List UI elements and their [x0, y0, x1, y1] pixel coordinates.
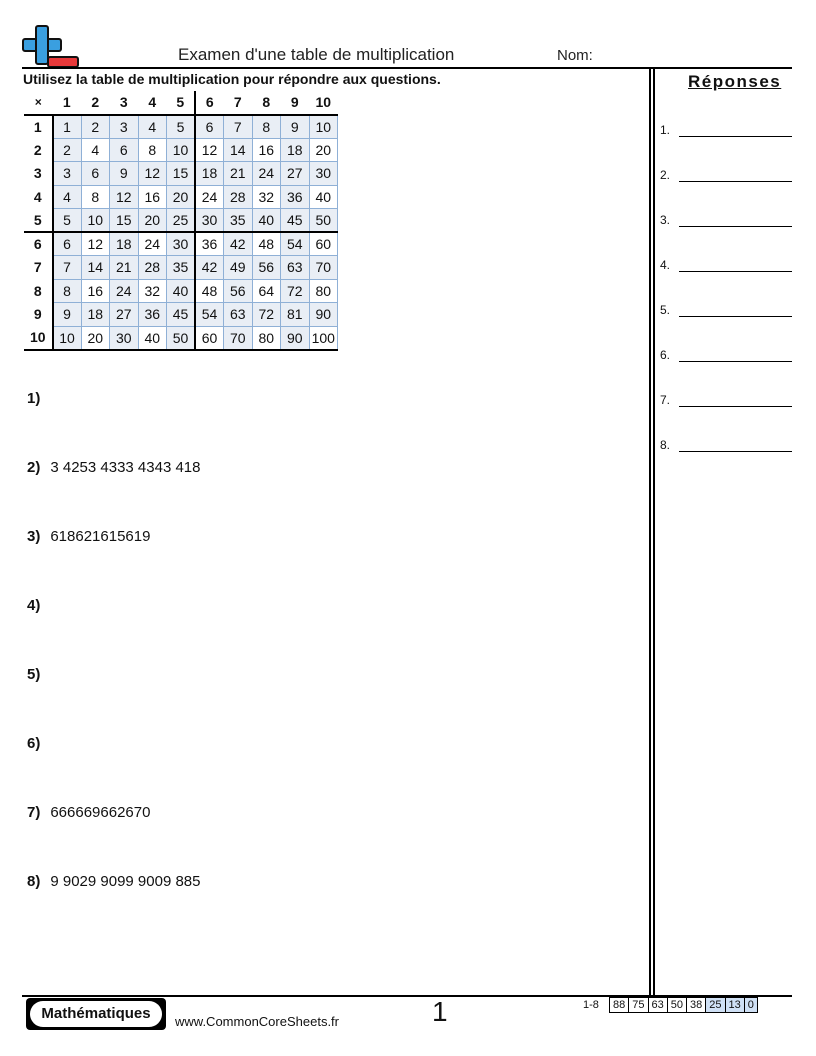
brand-badge: [26, 998, 166, 1030]
table-cell: 30: [167, 232, 196, 256]
table-cell: 21: [224, 162, 253, 186]
score-cell: 13: [725, 998, 744, 1013]
answer-blank-line[interactable]: [679, 271, 792, 272]
table-cell: 8: [53, 279, 82, 303]
table-column-header: 3: [110, 91, 139, 115]
table-cell: 90: [281, 326, 310, 350]
table-row: [24, 185, 338, 209]
table-cell: 27: [110, 303, 139, 327]
score-cell: 25: [706, 998, 725, 1013]
table-cell: 8: [252, 115, 281, 139]
table-row-header: 10: [24, 326, 53, 350]
table-cell: 4: [53, 185, 82, 209]
question-text: 666669662670: [50, 804, 151, 821]
table-cell: 20: [81, 326, 110, 350]
table-row-header: 3: [24, 162, 53, 186]
table-cell: 5: [167, 115, 196, 139]
table-cell: 3: [53, 162, 82, 186]
answer-label: 6.: [660, 348, 671, 362]
answer-slot: [660, 258, 670, 272]
table-cell: 60: [195, 326, 224, 350]
table-cell: 40: [167, 279, 196, 303]
table-cell: 64: [252, 279, 281, 303]
table-cell: 4: [81, 138, 110, 162]
score-cell: 88: [610, 998, 629, 1013]
table-cell: 20: [309, 138, 338, 162]
table-row: [24, 138, 338, 162]
answer-blank-line[interactable]: [679, 226, 792, 227]
table-cell: 24: [138, 232, 167, 256]
table-row: [24, 279, 338, 303]
table-cell: 6: [81, 162, 110, 186]
table-cell: 21: [110, 256, 139, 280]
table-cell: 12: [138, 162, 167, 186]
table-cell: 25: [167, 209, 196, 233]
table-cell: 35: [224, 209, 253, 233]
table-cell: 10: [309, 115, 338, 139]
answer-slot: [660, 393, 670, 407]
table-cell: 50: [309, 209, 338, 233]
table-cell: 30: [195, 209, 224, 233]
table-cell: 28: [138, 256, 167, 280]
answers-title: Réponses: [688, 72, 782, 91]
table-cell: 40: [309, 185, 338, 209]
table-row: [24, 115, 338, 139]
table-cell: 48: [252, 232, 281, 256]
table-cell: 24: [110, 279, 139, 303]
question-number: 2): [27, 459, 41, 476]
answer-label: 2.: [660, 168, 671, 182]
multiplication-table: [24, 91, 338, 351]
table-row-header: 2: [24, 138, 53, 162]
table-cell: 54: [281, 232, 310, 256]
table-cell: 12: [195, 138, 224, 162]
table-cell: 27: [281, 162, 310, 186]
table-cell: 49: [224, 256, 253, 280]
brand-label: Mathématiques: [30, 1001, 162, 1027]
table-row: [24, 162, 338, 186]
table-cell: 6: [53, 232, 82, 256]
table-cell: 9: [110, 162, 139, 186]
question-item: [27, 735, 50, 752]
table-row-header: 9: [24, 303, 53, 327]
answer-slot: [660, 348, 670, 362]
answer-label: 4.: [660, 258, 671, 272]
table-cell: 18: [195, 162, 224, 186]
table-cell: 32: [138, 279, 167, 303]
table-cell: 10: [53, 326, 82, 350]
table-cell: 42: [195, 256, 224, 280]
table-cell: 36: [195, 232, 224, 256]
table-cell: 7: [53, 256, 82, 280]
table-column-header: 7: [224, 91, 253, 115]
question-number: 5): [27, 666, 41, 683]
answer-blank-line[interactable]: [679, 406, 792, 407]
name-label: Nom:: [557, 47, 593, 64]
table-cell: 7: [224, 115, 253, 139]
table-cell: 20: [167, 185, 196, 209]
table-cell: 80: [252, 326, 281, 350]
table-cell: 35: [167, 256, 196, 280]
table-cell: 56: [252, 256, 281, 280]
question-item: [27, 873, 201, 890]
score-cell: 75: [629, 998, 648, 1013]
table-cell: 9: [53, 303, 82, 327]
table-cell: 6: [195, 115, 224, 139]
table-column-header: 8: [252, 91, 281, 115]
question-number: 1): [27, 390, 41, 407]
table-cell: 70: [309, 256, 338, 280]
table-cell: 36: [138, 303, 167, 327]
table-cell: 40: [138, 326, 167, 350]
table-row: [24, 326, 338, 350]
table-cell: 70: [224, 326, 253, 350]
table-cell: 45: [281, 209, 310, 233]
table-cell: 16: [138, 185, 167, 209]
table-cell: 100: [309, 326, 338, 350]
page-title: Examen d'une table de multiplication: [178, 45, 455, 64]
table-cell: 18: [81, 303, 110, 327]
table-cell: 28: [224, 185, 253, 209]
table-cell: 8: [81, 185, 110, 209]
site-url: www.CommonCoreSheets.fr: [175, 1014, 339, 1029]
table-row: [24, 303, 338, 327]
table-cell: 60: [309, 232, 338, 256]
question-number: 6): [27, 735, 41, 752]
table-cell: 1: [53, 115, 82, 139]
table-column-header: 6: [195, 91, 224, 115]
score-cell: 38: [687, 998, 706, 1013]
table-cell: 48: [195, 279, 224, 303]
table-cell: 32: [252, 185, 281, 209]
question-number: 8): [27, 873, 41, 890]
table-cell: 2: [53, 138, 82, 162]
table-row-header: 8: [24, 279, 53, 303]
table-row-header: 5: [24, 209, 53, 233]
answer-label: 5.: [660, 303, 671, 317]
table-cell: 12: [81, 232, 110, 256]
question-item: [27, 804, 150, 821]
question-item: [27, 666, 50, 683]
table-cell: 4: [138, 115, 167, 139]
table-row-header: 1: [24, 115, 53, 139]
answer-blank-line[interactable]: [679, 181, 792, 182]
table-cell: 30: [110, 326, 139, 350]
answer-label: 8.: [660, 438, 671, 452]
table-column-header: 5: [167, 91, 196, 115]
table-row: [24, 256, 338, 280]
table-cell: 20: [138, 209, 167, 233]
question-number: 4): [27, 597, 41, 614]
table-cell: 42: [224, 232, 253, 256]
table-cell: 45: [167, 303, 196, 327]
table-row: [24, 232, 338, 256]
table-cell: 63: [224, 303, 253, 327]
table-cell: 15: [110, 209, 139, 233]
table-cell: 50: [167, 326, 196, 350]
table-cell: 54: [195, 303, 224, 327]
answer-slot: [660, 123, 670, 137]
header-divider: [22, 67, 792, 69]
question-item: [27, 390, 50, 407]
plus-minus-logo-icon: [22, 25, 80, 69]
score-cell: 0: [744, 998, 757, 1013]
answer-slot: [660, 303, 670, 317]
table-cell: 8: [138, 138, 167, 162]
table-cell: 3: [110, 115, 139, 139]
answer-blank-line[interactable]: [679, 361, 792, 362]
score-table: [609, 997, 758, 1013]
table-cell: 80: [309, 279, 338, 303]
page-number: 1: [432, 996, 448, 1027]
table-cell: 12: [110, 185, 139, 209]
answer-label: 3.: [660, 213, 671, 227]
table-cell: 16: [81, 279, 110, 303]
table-cell: 24: [252, 162, 281, 186]
table-cell: 36: [281, 185, 310, 209]
table-cell: 18: [281, 138, 310, 162]
table-cell: 6: [110, 138, 139, 162]
table-column-header: 4: [138, 91, 167, 115]
table-cell: 14: [224, 138, 253, 162]
table-cell: 5: [53, 209, 82, 233]
table-cell: 90: [309, 303, 338, 327]
answer-blank-line[interactable]: [679, 136, 792, 137]
answer-slot: [660, 438, 670, 452]
question-text: 9 9029 9099 9009 885: [50, 873, 201, 890]
answer-blank-line[interactable]: [679, 316, 792, 317]
table-cell: 72: [252, 303, 281, 327]
table-column-header: 10: [309, 91, 338, 115]
answer-label: 1.: [660, 123, 671, 137]
table-row-header: 4: [24, 185, 53, 209]
table-cell: 63: [281, 256, 310, 280]
table-column-header: 2: [81, 91, 110, 115]
column-divider-left: [649, 67, 651, 997]
table-row: [24, 209, 338, 233]
question-item: [27, 528, 150, 545]
question-number: 3): [27, 528, 41, 545]
table-cell: 10: [81, 209, 110, 233]
table-cell: 14: [81, 256, 110, 280]
question-item: [27, 597, 50, 614]
answer-slot: [660, 213, 670, 227]
question-item: [27, 459, 201, 476]
table-cell: 24: [195, 185, 224, 209]
score-cell: 63: [648, 998, 667, 1013]
question-text: 618621615619: [50, 528, 151, 545]
answer-slot: [660, 168, 670, 182]
table-cell: 18: [110, 232, 139, 256]
table-cell: 30: [309, 162, 338, 186]
table-cell: 56: [224, 279, 253, 303]
column-divider-right: [653, 67, 655, 997]
table-cell: 16: [252, 138, 281, 162]
table-column-header: 9: [281, 91, 310, 115]
table-row-header: 6: [24, 232, 53, 256]
table-cell: 15: [167, 162, 196, 186]
table-cell: 10: [167, 138, 196, 162]
score-range-label: 1-8: [583, 999, 599, 1011]
table-cell: 40: [252, 209, 281, 233]
table-cell: 2: [81, 115, 110, 139]
question-text: 3 4253 4333 4343 418: [50, 459, 201, 476]
table-corner-cell: ×: [24, 91, 53, 115]
instructions: Utilisez la table de multiplication pour répondre aux questions.: [23, 71, 441, 87]
table-cell: 81: [281, 303, 310, 327]
question-number: 7): [27, 804, 41, 821]
table-cell: 72: [281, 279, 310, 303]
answer-label: 7.: [660, 393, 671, 407]
score-cell: 50: [667, 998, 686, 1013]
answer-blank-line[interactable]: [679, 451, 792, 452]
table-row-header: 7: [24, 256, 53, 280]
table-column-header: 1: [53, 91, 82, 115]
table-cell: 9: [281, 115, 310, 139]
